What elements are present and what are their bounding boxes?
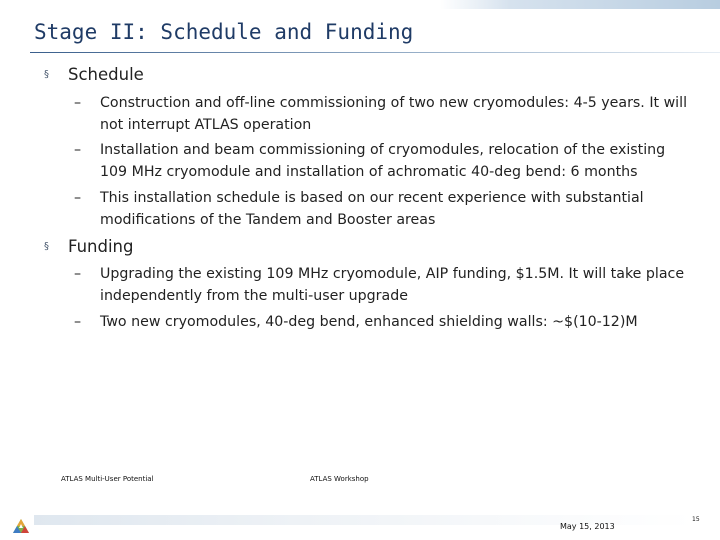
dash-icon: – [74, 142, 82, 158]
dash-icon: – [74, 266, 82, 282]
title-divider [30, 52, 720, 53]
section-bullet-icon: § [44, 69, 49, 80]
list-item-text: Two new cryomodules, 40-deg bend, enhanced shielding walls: ~$(10-12)M [100, 314, 638, 330]
list-item [74, 187, 694, 231]
list-item [74, 139, 694, 183]
footer-date: May 15, 2013 [560, 522, 615, 531]
list-item [74, 92, 694, 136]
dash-icon: – [74, 190, 82, 206]
list-item [74, 263, 694, 307]
top-accent-bar [440, 0, 720, 9]
section-heading: Funding [68, 237, 134, 256]
slide-title: Stage II: Schedule and Funding [34, 20, 414, 44]
list-item-text: Upgrading the existing 109 MHz cryomodule, AIP funding, $1.5M. It will take place independently from the multi-user upgrade [100, 266, 685, 304]
section-bullet-icon: § [44, 241, 49, 252]
section-heading: Schedule [68, 65, 144, 84]
dash-icon: – [74, 95, 82, 111]
list-item-text: Installation and beam commissioning of cryomodules, relocation of the existing 109 MHz cryomodule and installation of achromatic 40-deg bend: 6 months [100, 142, 666, 180]
dash-icon: – [74, 314, 82, 330]
list-item [74, 311, 694, 333]
argonne-logo-icon [12, 518, 30, 534]
list-item-text: This installation schedule is based on our recent experience with substantial modifications of the Tandem and Booster areas [100, 190, 644, 228]
footer-mid-text: ATLAS Workshop [310, 475, 369, 483]
list-item-text: Construction and off-line commissioning of two new cryomodules: 4-5 years. It will not interrupt ATLAS operation [100, 95, 688, 133]
page-number: 15 [692, 516, 700, 523]
footer-left-text: ATLAS Multi-User Potential [61, 475, 154, 483]
